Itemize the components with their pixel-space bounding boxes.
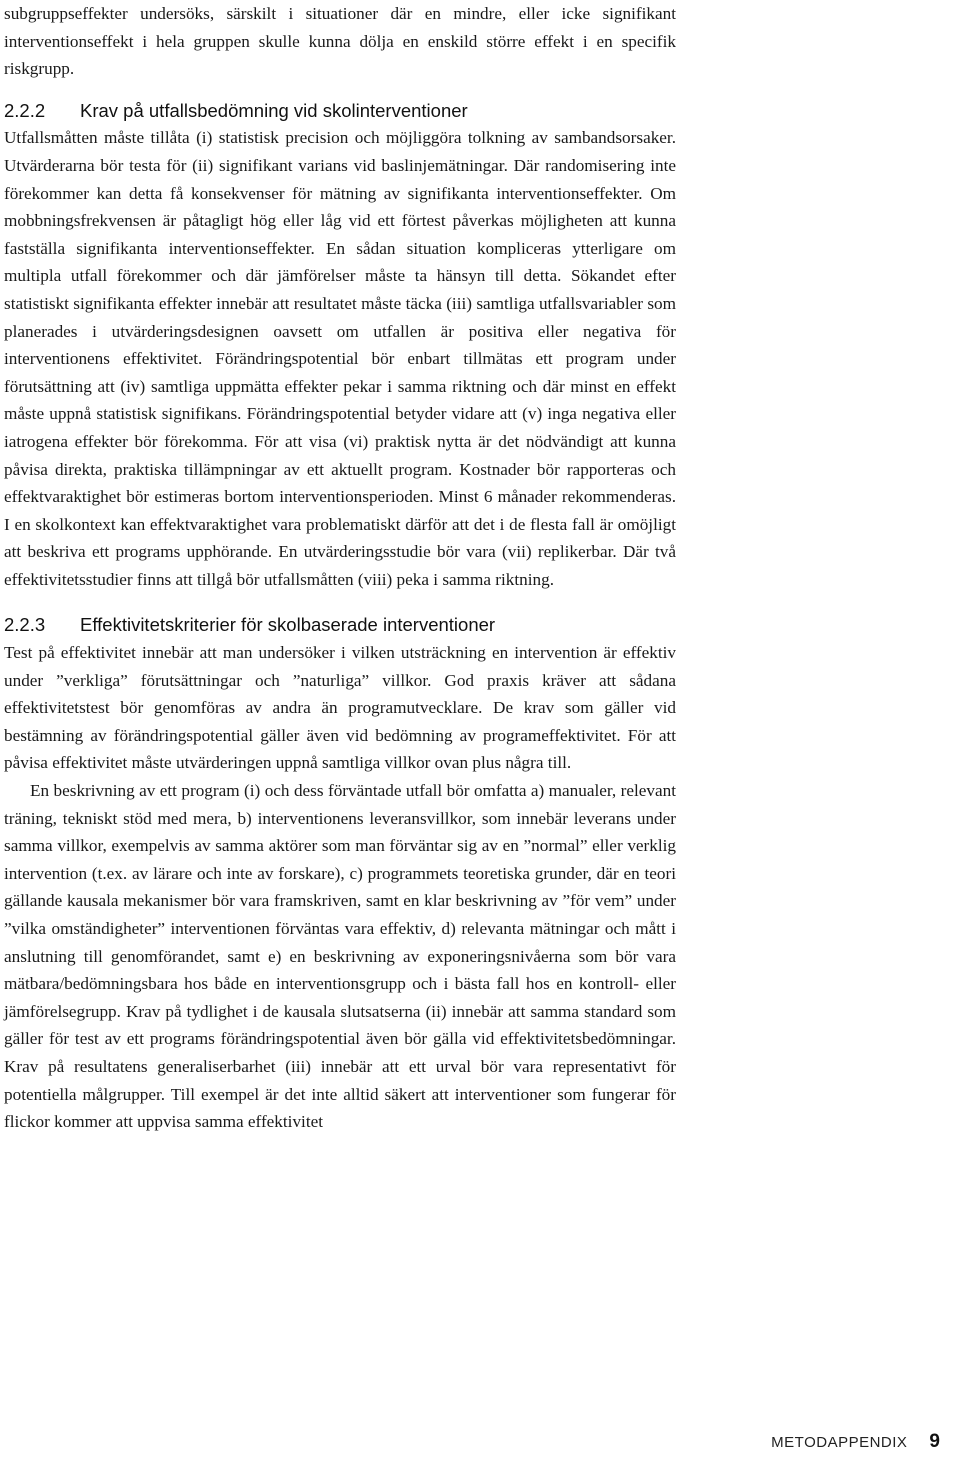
section-2-2-3-paragraph-2: En beskrivning av ett program (i) och dess förväntade utfall bör omfatta a) manualer, relevant träning, tekniskt stöd med mera, b) interventionens leveransvillkor, som innebär leverans under samma villkor, exempelvis av samma aktörer som man förväntar sig av en ”normal” eller verklig intervention (t.ex. av lärare och inte av forskare), c) programmets teoretiska grunder, där en teori gällande kausala mekanismer bör vara framskriven, samt en klar beskrivning av ”för vem” under ”vilka omständigheter” interventionen förväntas vara effektiv, d) relevanta mätningar och mått i anslutning till genomförandet, samt e) en beskrivning av exponeringsnivåerna som bör vara mätbara/bedömningsbara hos både en interventionsgrupp och i bästa fall hos en kontroll- eller jämförelsegrupp. Krav på tydlighet i de kausala slutsatserna (ii) innebär att samma standard som gäller för test av ett programs förändringspotential även bör gälla vid effektivitetsbedömningar. Krav på resultatens generaliserbarhet (iii) innebär att ett urval bör vara representativt för potentiella målgrupper. Till exempel är det inte alltid säkert att interventioner som fungerar för flickor kommer att uppvisa samma effektivitet <box>4 781 676 1132</box>
section-heading-2-2-2 <box>4 97 676 125</box>
section-title: Effektivitetskriterier för skolbaserade interventioner <box>80 614 496 636</box>
section-number: 2.2.3 <box>4 614 46 636</box>
intro-paragraph: subgruppseffekter undersöks, särskilt i situationer där en mindre, eller icke signifikant interventionseffekt i hela gruppen skulle kunna dölja en enskild större effekt i en specifik riskgrupp. <box>4 4 676 79</box>
document-page <box>4 0 676 1136</box>
section-heading-2-2-3 <box>4 611 676 639</box>
section-2-2-3-paragraph-1: Test på effektivitet innebär att man undersöker i vilken utsträckning en intervention är effektiv under ”verkliga” förutsättningar och ”naturliga” villkor. God praxis kräver att sådana effektivitetstest bör genomföras av andra än programutvecklare. De krav som gäller vid bestämning av förändringspotential gäller även vid bedömning av programeffektivitet. För att påvisa effektivitet måste utvärderingen uppnå samtliga villkor ovan plus några till. <box>4 643 676 773</box>
section-2-2-2-paragraph: Utfallsmåtten måste tillåta (i) statistisk precision och möjliggöra tolkning av sambandsorsaker. Utvärderarna bör testa för (ii) signifikant varians vid baslinjemätningar. Där randomisering inte förekommer kan detta få konsekvenser för mätning av signifikanta interventionseffekter. Om mobbningsfrekvensen är påtagligt hög eller låg vid ett förtest påverkas möjligheten att kunna fastställa signifikanta interventionseffekter. En sådan situation kompliceras ytterligare om multipla utfall förekommer och där jämförelser måste ta hänsyn till detta. Sökandet efter statistiskt signifikanta effekter innebär att resultatet måste täcka (iii) samtliga utfallsvariabler som planerades i utvärderingsdesignen oavsett om utfallen är positiva eller negativa för interventionens effektivitet. Förändringspotential bör enbart tillmätas ett program under förutsättning att (iv) samtliga uppmätta effekter pekar i samma riktning och där minst en effekt måste uppnå statistisk signifikans. Förändringspotential betyder vidare att (v) inga negativa eller iatrogena effekter bör förekomma. För att visa (vi) praktisk nytta är det nödvändigt att kunna påvisa direkta, praktiska tillämpningar av ett aktuellt program. Kostnader bör rapporteras och effektvaraktighet bör estimeras bortom interventionsperioden. Minst 6 månader rekommenderas. I en skolkontext kan effektvaraktighet vara problematiskt därför att det i de flesta fall är omöjligt att beskriva ett programs upphörande. En utvärderingsstudie bör vara (vii) replikerbar. Där två effektivitetsstudier finns att tillgå bör utfallsmåtten (viii) peka i samma riktning. <box>4 128 676 589</box>
page-number: 9 <box>929 1431 940 1452</box>
page-footer <box>771 1431 940 1467</box>
section-title: Krav på utfallsbedömning vid skolinterventioner <box>80 99 468 121</box>
section-number: 2.2.2 <box>4 99 46 121</box>
footer-label: METODAPPENDIX <box>771 1434 908 1451</box>
